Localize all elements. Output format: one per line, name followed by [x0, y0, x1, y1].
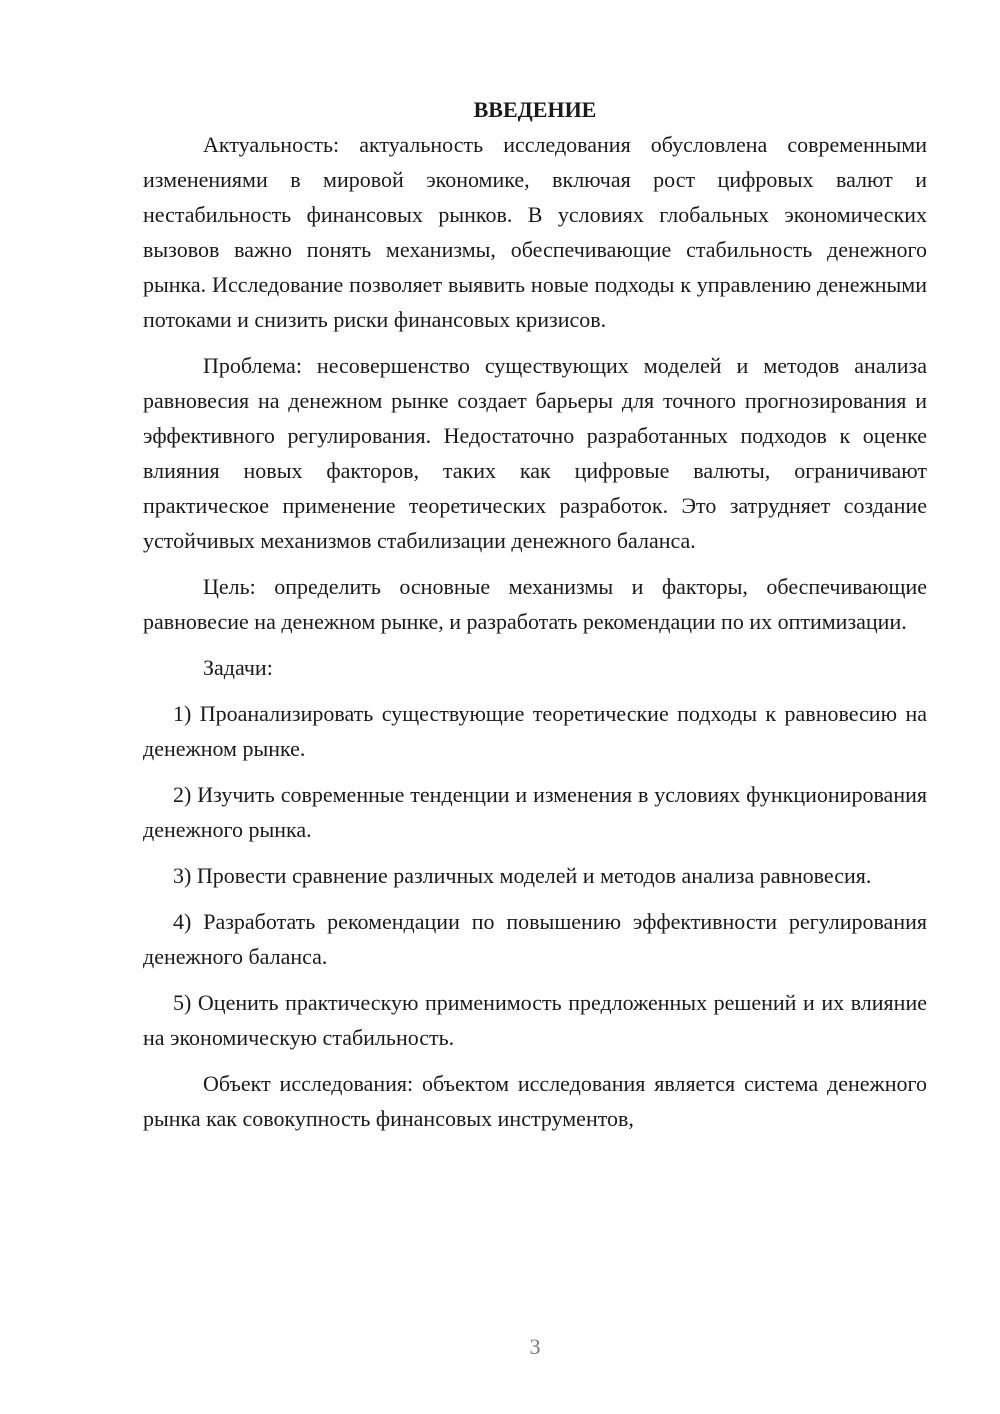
task-item-3: 3) Провести сравнение различных моделей и методов анализа равновесия. [173, 863, 872, 888]
paragraph-problem: Проблема: несовершенство существующих моделей и методов анализа равновесия на денежном рынке создает барьеры для точного прогнозирования и эффективного регулирования. Недостаточно разработанных подходов к оценке влияния новых факторов, таких как цифровые валюты, ограничивают практическое применение теоретических разработок. Это затрудняет создание устойчивых механизмов стабилизации денежного баланса. [143, 353, 927, 553]
task-item-1: 1) Проанализировать существующие теоретические подходы к равновесию на денежном рынке. [143, 701, 927, 761]
page-content [143, 92, 927, 1136]
paragraph-object: Объект исследования: объектом исследования является система денежного рынка как совокупность финансовых инструментов, [143, 1071, 927, 1131]
paragraph-goal: Цель: определить основные механизмы и факторы, обеспечивающие равновесие на денежном рынке, и разработать рекомендации по их оптимизации. [143, 574, 927, 634]
task-item-2: 2) Изучить современные тенденции и изменения в условиях функционирования денежного рынка. [143, 782, 927, 842]
paragraph-relevance: Актуальность: актуальность исследования обусловлена современными изменениями в мировой экономике, включая рост цифровых валют и нестабильность финансовых рынков. В условиях глобальных экономических вызовов важно понять механизмы, обеспечивающие стабильность денежного рынка. Исследование позволяет выявить новые подходы к управлению денежными потоками и снизить риски финансовых кризисов. [143, 132, 927, 332]
task-item-5: 5) Оценить практическую применимость предложенных решений и их влияние на экономическую стабильность. [143, 990, 927, 1050]
page-number: 3 [529, 1334, 541, 1359]
paragraph-tasks-heading: Задачи: [203, 655, 273, 680]
page-title: ВВЕДЕНИЕ [473, 97, 597, 122]
task-item-4: 4) Разработать рекомендации по повышению эффективности регулирования денежного баланса. [143, 909, 927, 969]
